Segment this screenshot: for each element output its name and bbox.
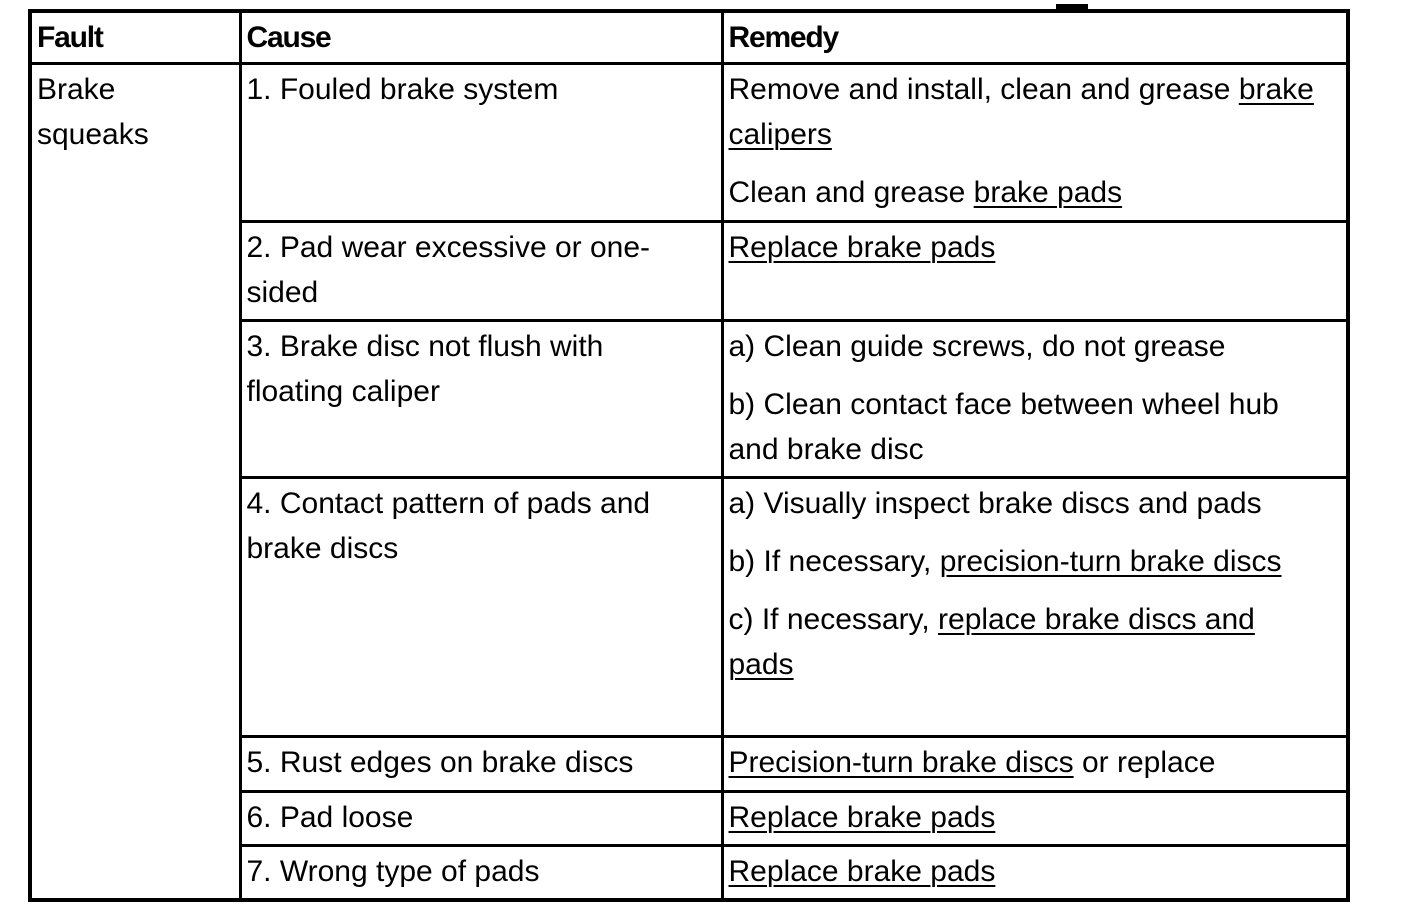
remedy-link[interactable]: precision-turn brake discs — [939, 545, 1282, 578]
cause-cell: 6. Pad loose — [240, 792, 722, 846]
cause-cell: 7. Wrong type of pads — [240, 846, 722, 900]
remedy-cell — [722, 737, 1348, 792]
remedy-paragraph — [729, 795, 1323, 840]
fault-cell: Brake squeaks — [30, 64, 240, 900]
remedy-paragraph — [729, 67, 1323, 157]
remedy-paragraph — [729, 324, 1323, 369]
header-row — [30, 11, 1348, 64]
remedy-cell — [722, 478, 1348, 737]
remedy-cell — [722, 792, 1348, 846]
cause-cell: 1. Fouled brake system — [240, 64, 722, 222]
remedy-text: or replace — [1073, 746, 1216, 779]
remedy-paragraph — [729, 740, 1323, 785]
cause-cell: 3. Brake disc not flush with floating caliper — [240, 321, 722, 478]
remedy-link[interactable]: Precision-turn brake discs — [728, 746, 1074, 779]
remedy-paragraph — [729, 849, 1323, 894]
cause-cell: 5. Rust edges on brake discs — [240, 737, 722, 792]
remedy-link[interactable]: brake pads — [973, 176, 1123, 209]
remedy-link[interactable]: Replace brake pads — [728, 855, 996, 888]
remedy-cell — [722, 846, 1348, 900]
remedy-text: c) If necessary, — [728, 603, 939, 636]
remedy-paragraph — [729, 539, 1323, 584]
remedy-paragraph — [729, 597, 1323, 687]
remedy-paragraph — [729, 382, 1323, 472]
remedy-text: a) Clean guide screws, do not grease — [728, 330, 1226, 363]
remedy-cell — [722, 222, 1348, 321]
header-remedy: Remedy — [722, 11, 1348, 64]
remedy-paragraph — [729, 481, 1323, 526]
header-fault: Fault — [30, 11, 240, 64]
table-body — [30, 64, 1348, 900]
remedy-paragraph — [729, 170, 1323, 215]
remedy-link[interactable]: replace brake discs and pads — [728, 603, 1255, 681]
remedy-cell — [722, 64, 1348, 222]
remedy-text: Remove and install, clean and grease — [728, 73, 1239, 106]
remedy-link[interactable]: Replace brake pads — [728, 801, 996, 834]
remedy-text: Clean and grease — [728, 176, 974, 209]
remedy-text: b) If necessary, — [728, 545, 940, 578]
remedy-link[interactable]: Replace brake pads — [728, 231, 996, 264]
table-row — [30, 64, 1348, 222]
fault-remedy-table — [28, 9, 1350, 902]
remedy-text: b) Clean contact face between wheel hub and brake disc — [728, 388, 1279, 466]
header-cause: Cause — [240, 11, 722, 64]
remedy-text: a) Visually inspect brake discs and pads — [728, 487, 1262, 520]
remedy-paragraph — [729, 225, 1323, 270]
remedy-link[interactable]: brake calipers — [728, 73, 1314, 151]
cause-cell: 4. Contact pattern of pads and brake discs — [240, 478, 722, 737]
cause-cell: 2. Pad wear excessive or one-sided — [240, 222, 722, 321]
remedy-cell — [722, 321, 1348, 478]
